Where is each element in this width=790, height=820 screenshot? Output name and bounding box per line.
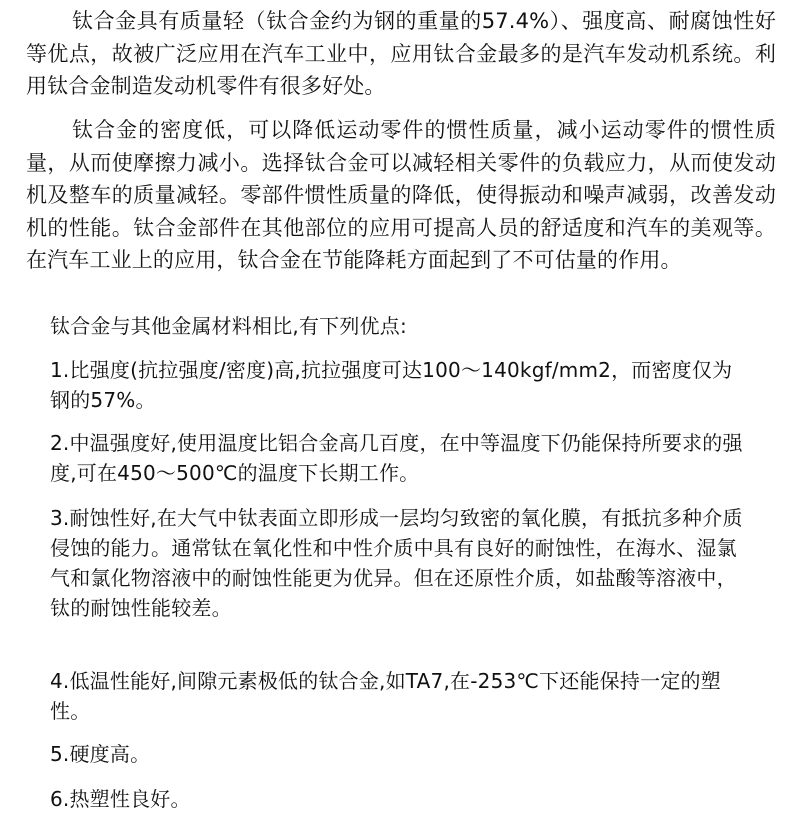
advantage-item: 3.耐蚀性好,在大气中钛表面立即形成一层均匀致密的氧化膜，有抵抗多种介质侵蚀的能力。通常钛在氧化性和中性介质中具有良好的耐蚀性，在海水、湿氯气和氯化物溶液中的耐蚀性能更为优异。但在还原性介质，如盐酸等溶液中，钛的耐蚀性能较差。 — [50, 506, 743, 620]
density-paragraph: 钛合金的密度低，可以降低运动零件的惯性质量，减小运动零件的惯性质量，从而使摩擦力减小。选择钛合金可以减轻相关零件的负载应力，从而使发动机及整车的质量减轻。零部件惯性质量的降低，使得振动和噪声减弱，改善发动机的性能。钛合金部件在其他部位的应用可提高人员的舒适度和汽车的美观等。在汽车工业上的应用，钛合金在节能降耗方面起到了不可估量的作用。 — [26, 118, 776, 272]
advantages-intro: 钛合金与其他金属材料相比,有下列优点: — [50, 314, 407, 338]
advantage-item: 1.比强度(抗拉强度/密度)高,抗拉强度可达100～140kgf/mm2，而密度仅为钢的57%。 — [50, 358, 733, 412]
advantage-item: 6.热塑性良好。 — [50, 787, 191, 811]
advantage-item: 4.低温性能好,间隙元素极低的钛合金,如TA7,在-253℃下还能保持一定的塑性。 — [50, 669, 721, 723]
intro-paragraph: 钛合金具有质量轻（钛合金约为钢的重量的57.4%）、强度高、耐腐蚀性好等优点，故被广泛应用在汽车工业中，应用钛合金最多的是汽车发动机系统。利用钛合金制造发动机零件有很多好处。 — [26, 9, 776, 98]
advantage-item: 2.中温强度好,使用温度比铝合金高几百度，在中等温度下仍能保持所要求的强度,可在450～500℃的温度下长期工作。 — [50, 431, 743, 485]
advantage-item: 5.硬度高。 — [50, 742, 151, 766]
